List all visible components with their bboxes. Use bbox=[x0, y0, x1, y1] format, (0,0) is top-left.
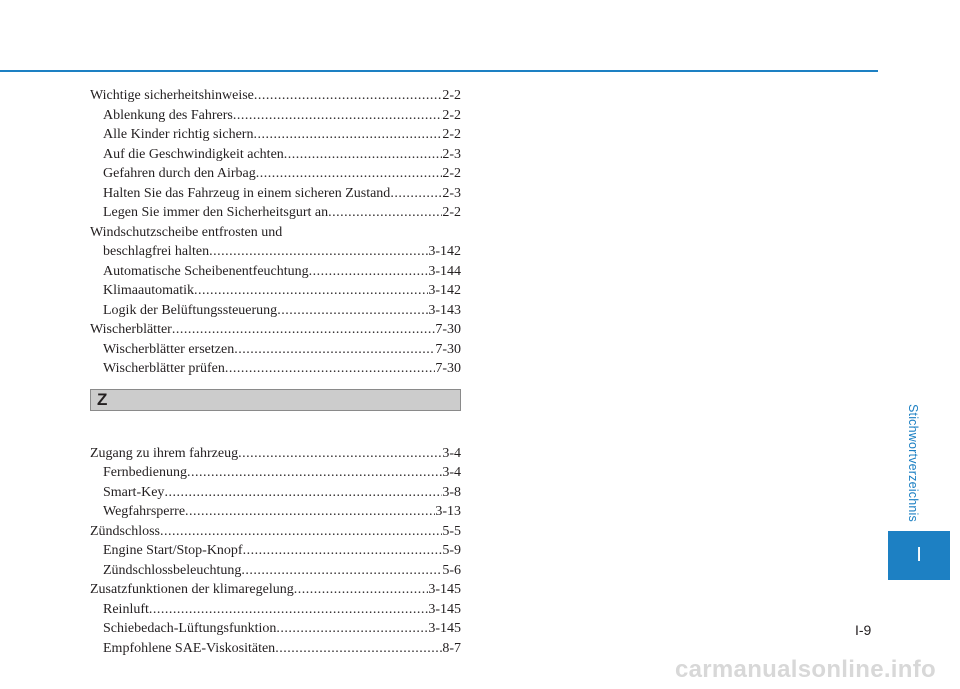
index-subentry bbox=[90, 600, 461, 620]
entry-page: 2-3 bbox=[442, 185, 461, 201]
index-entry bbox=[90, 86, 461, 106]
dot-leader bbox=[254, 86, 442, 106]
index-entry bbox=[90, 522, 461, 542]
dot-leader bbox=[284, 145, 443, 165]
z-entries bbox=[90, 444, 461, 659]
entry-term: Smart-Key bbox=[103, 484, 165, 500]
entry-page: 5-6 bbox=[442, 562, 461, 578]
entry-page: 2-2 bbox=[442, 88, 461, 103]
sidebar-label-text: Stichwortverzeichnis bbox=[906, 404, 920, 522]
dot-leader bbox=[209, 242, 428, 262]
entry-term: Empfohlene SAE-Viskositäten bbox=[103, 640, 276, 656]
dot-leader bbox=[238, 444, 442, 464]
dot-leader bbox=[160, 522, 442, 542]
entry-page: 3-142 bbox=[428, 244, 461, 259]
index-subentry bbox=[90, 502, 461, 522]
entry-term: Zugang zu ihrem fahrzeug bbox=[90, 445, 239, 461]
index-entry bbox=[90, 320, 461, 340]
section-letter-bar bbox=[90, 389, 461, 411]
dot-leader bbox=[390, 184, 442, 204]
entry-term: Klimaautomatik bbox=[103, 283, 194, 298]
index-subentry bbox=[90, 262, 461, 282]
dot-leader bbox=[253, 125, 442, 145]
entry-page: 5-9 bbox=[442, 543, 461, 558]
entry-page: 3-145 bbox=[428, 621, 461, 636]
index-subentry bbox=[90, 483, 461, 503]
entry-term: Engine Start/Stop-Knopf bbox=[103, 543, 243, 558]
entry-term: Alle Kinder richtig sichern bbox=[103, 127, 254, 142]
dot-leader bbox=[185, 502, 435, 522]
entry-term: Zusatzfunktionen der klimaregelung bbox=[90, 582, 294, 597]
index-subentry bbox=[90, 301, 461, 321]
index-subentry bbox=[90, 164, 461, 184]
entry-term: beschlagfrei halten bbox=[103, 244, 210, 259]
entry-term: Logik der Belüftungssteuerung bbox=[103, 302, 278, 318]
index-entry-continued bbox=[90, 242, 461, 262]
index-subentry bbox=[90, 281, 461, 301]
index-subentry bbox=[90, 463, 461, 483]
index-subentry bbox=[90, 145, 461, 165]
entry-term: Legen Sie immer den Sicherheitsgurt an bbox=[103, 205, 329, 220]
entry-page: 2-2 bbox=[442, 127, 461, 142]
entry-term: Auf die Geschwindigkeit achten bbox=[103, 146, 284, 162]
entry-term: Automatische Scheibenentfeuchtung bbox=[103, 263, 309, 279]
entry-term: Gefahren durch den Airbag bbox=[103, 166, 256, 181]
entry-page: 8-7 bbox=[442, 640, 461, 656]
index-subentry bbox=[90, 203, 461, 223]
entry-page: 2-2 bbox=[442, 166, 461, 181]
dot-leader bbox=[276, 619, 428, 639]
dot-leader bbox=[225, 359, 435, 379]
index-subentry bbox=[90, 184, 461, 204]
dot-leader bbox=[149, 600, 428, 620]
entry-term: Wischerblätter ersetzen bbox=[103, 341, 235, 357]
entry-page: 3-144 bbox=[428, 263, 461, 279]
section-tab-letter: I bbox=[916, 544, 922, 566]
entry-page: 5-5 bbox=[442, 523, 461, 539]
entry-term: Halten Sie das Fahrzeug in einem sicheren Zustand bbox=[103, 185, 391, 201]
entry-term: Wischerblätter bbox=[90, 322, 172, 337]
dot-leader bbox=[194, 281, 428, 301]
entry-page: 7-30 bbox=[435, 341, 461, 357]
entry-page: 2-2 bbox=[442, 107, 461, 123]
watermark: carmanualsonline.info bbox=[674, 656, 936, 683]
entry-page: 7-30 bbox=[435, 322, 461, 337]
index-column bbox=[90, 86, 461, 658]
entry-term: Schiebedach-Lüftungsfunktion bbox=[103, 621, 277, 636]
dot-leader bbox=[277, 301, 428, 321]
entry-page: 3-145 bbox=[428, 582, 461, 597]
dot-leader bbox=[309, 262, 429, 282]
entry-term: Zündschlossbeleuchtung bbox=[103, 562, 242, 578]
header-rule bbox=[0, 70, 878, 72]
section-letter: Z bbox=[97, 389, 108, 409]
entry-page: 3-8 bbox=[442, 484, 461, 500]
dot-leader bbox=[164, 483, 442, 503]
dot-leader bbox=[256, 164, 443, 184]
dot-leader bbox=[294, 580, 429, 600]
entry-page: 3-142 bbox=[428, 283, 461, 298]
entry-page: 7-30 bbox=[435, 361, 461, 376]
entry-page: 2-2 bbox=[442, 205, 461, 220]
entry-page: 3-4 bbox=[442, 465, 461, 480]
index-subentry bbox=[90, 619, 461, 639]
entry-term: Zündschloss bbox=[90, 523, 160, 539]
index-subentry bbox=[90, 340, 461, 360]
entry-page: 3-145 bbox=[428, 601, 461, 617]
w-entries bbox=[90, 86, 461, 379]
sidebar-section-label bbox=[900, 396, 926, 530]
entry-page: 3-4 bbox=[442, 445, 461, 461]
entry-term: Wegfahrsperre bbox=[103, 504, 186, 519]
index-subentry bbox=[90, 541, 461, 561]
section-tab[interactable] bbox=[888, 531, 950, 580]
entry-page: 3-13 bbox=[435, 504, 461, 519]
index-entry bbox=[90, 580, 461, 600]
dot-leader bbox=[234, 340, 435, 360]
dot-leader bbox=[241, 561, 442, 581]
index-subentry bbox=[90, 106, 461, 126]
entry-term: Reinluft bbox=[103, 601, 149, 617]
entry-term: Fernbedienung bbox=[103, 465, 187, 480]
index-subentry bbox=[90, 359, 461, 379]
index-subentry bbox=[90, 125, 461, 145]
entry-term: Wischerblätter prüfen bbox=[103, 361, 225, 376]
dot-leader bbox=[243, 541, 443, 561]
dot-leader bbox=[172, 320, 435, 340]
entry-term: Wichtige sicherheitshinweise bbox=[90, 88, 254, 103]
index-entry bbox=[90, 444, 461, 464]
entry-term-line1: Windschutzscheibe entfrosten und bbox=[90, 224, 283, 240]
page-number: I-9 bbox=[855, 622, 872, 638]
entry-page: 3-143 bbox=[428, 302, 461, 318]
entry-page: 2-3 bbox=[442, 146, 461, 162]
dot-leader bbox=[187, 463, 442, 483]
dot-leader bbox=[328, 203, 442, 223]
index-subentry bbox=[90, 561, 461, 581]
entry-term: Ablenkung des Fahrers bbox=[103, 107, 233, 123]
dot-leader bbox=[233, 106, 442, 126]
